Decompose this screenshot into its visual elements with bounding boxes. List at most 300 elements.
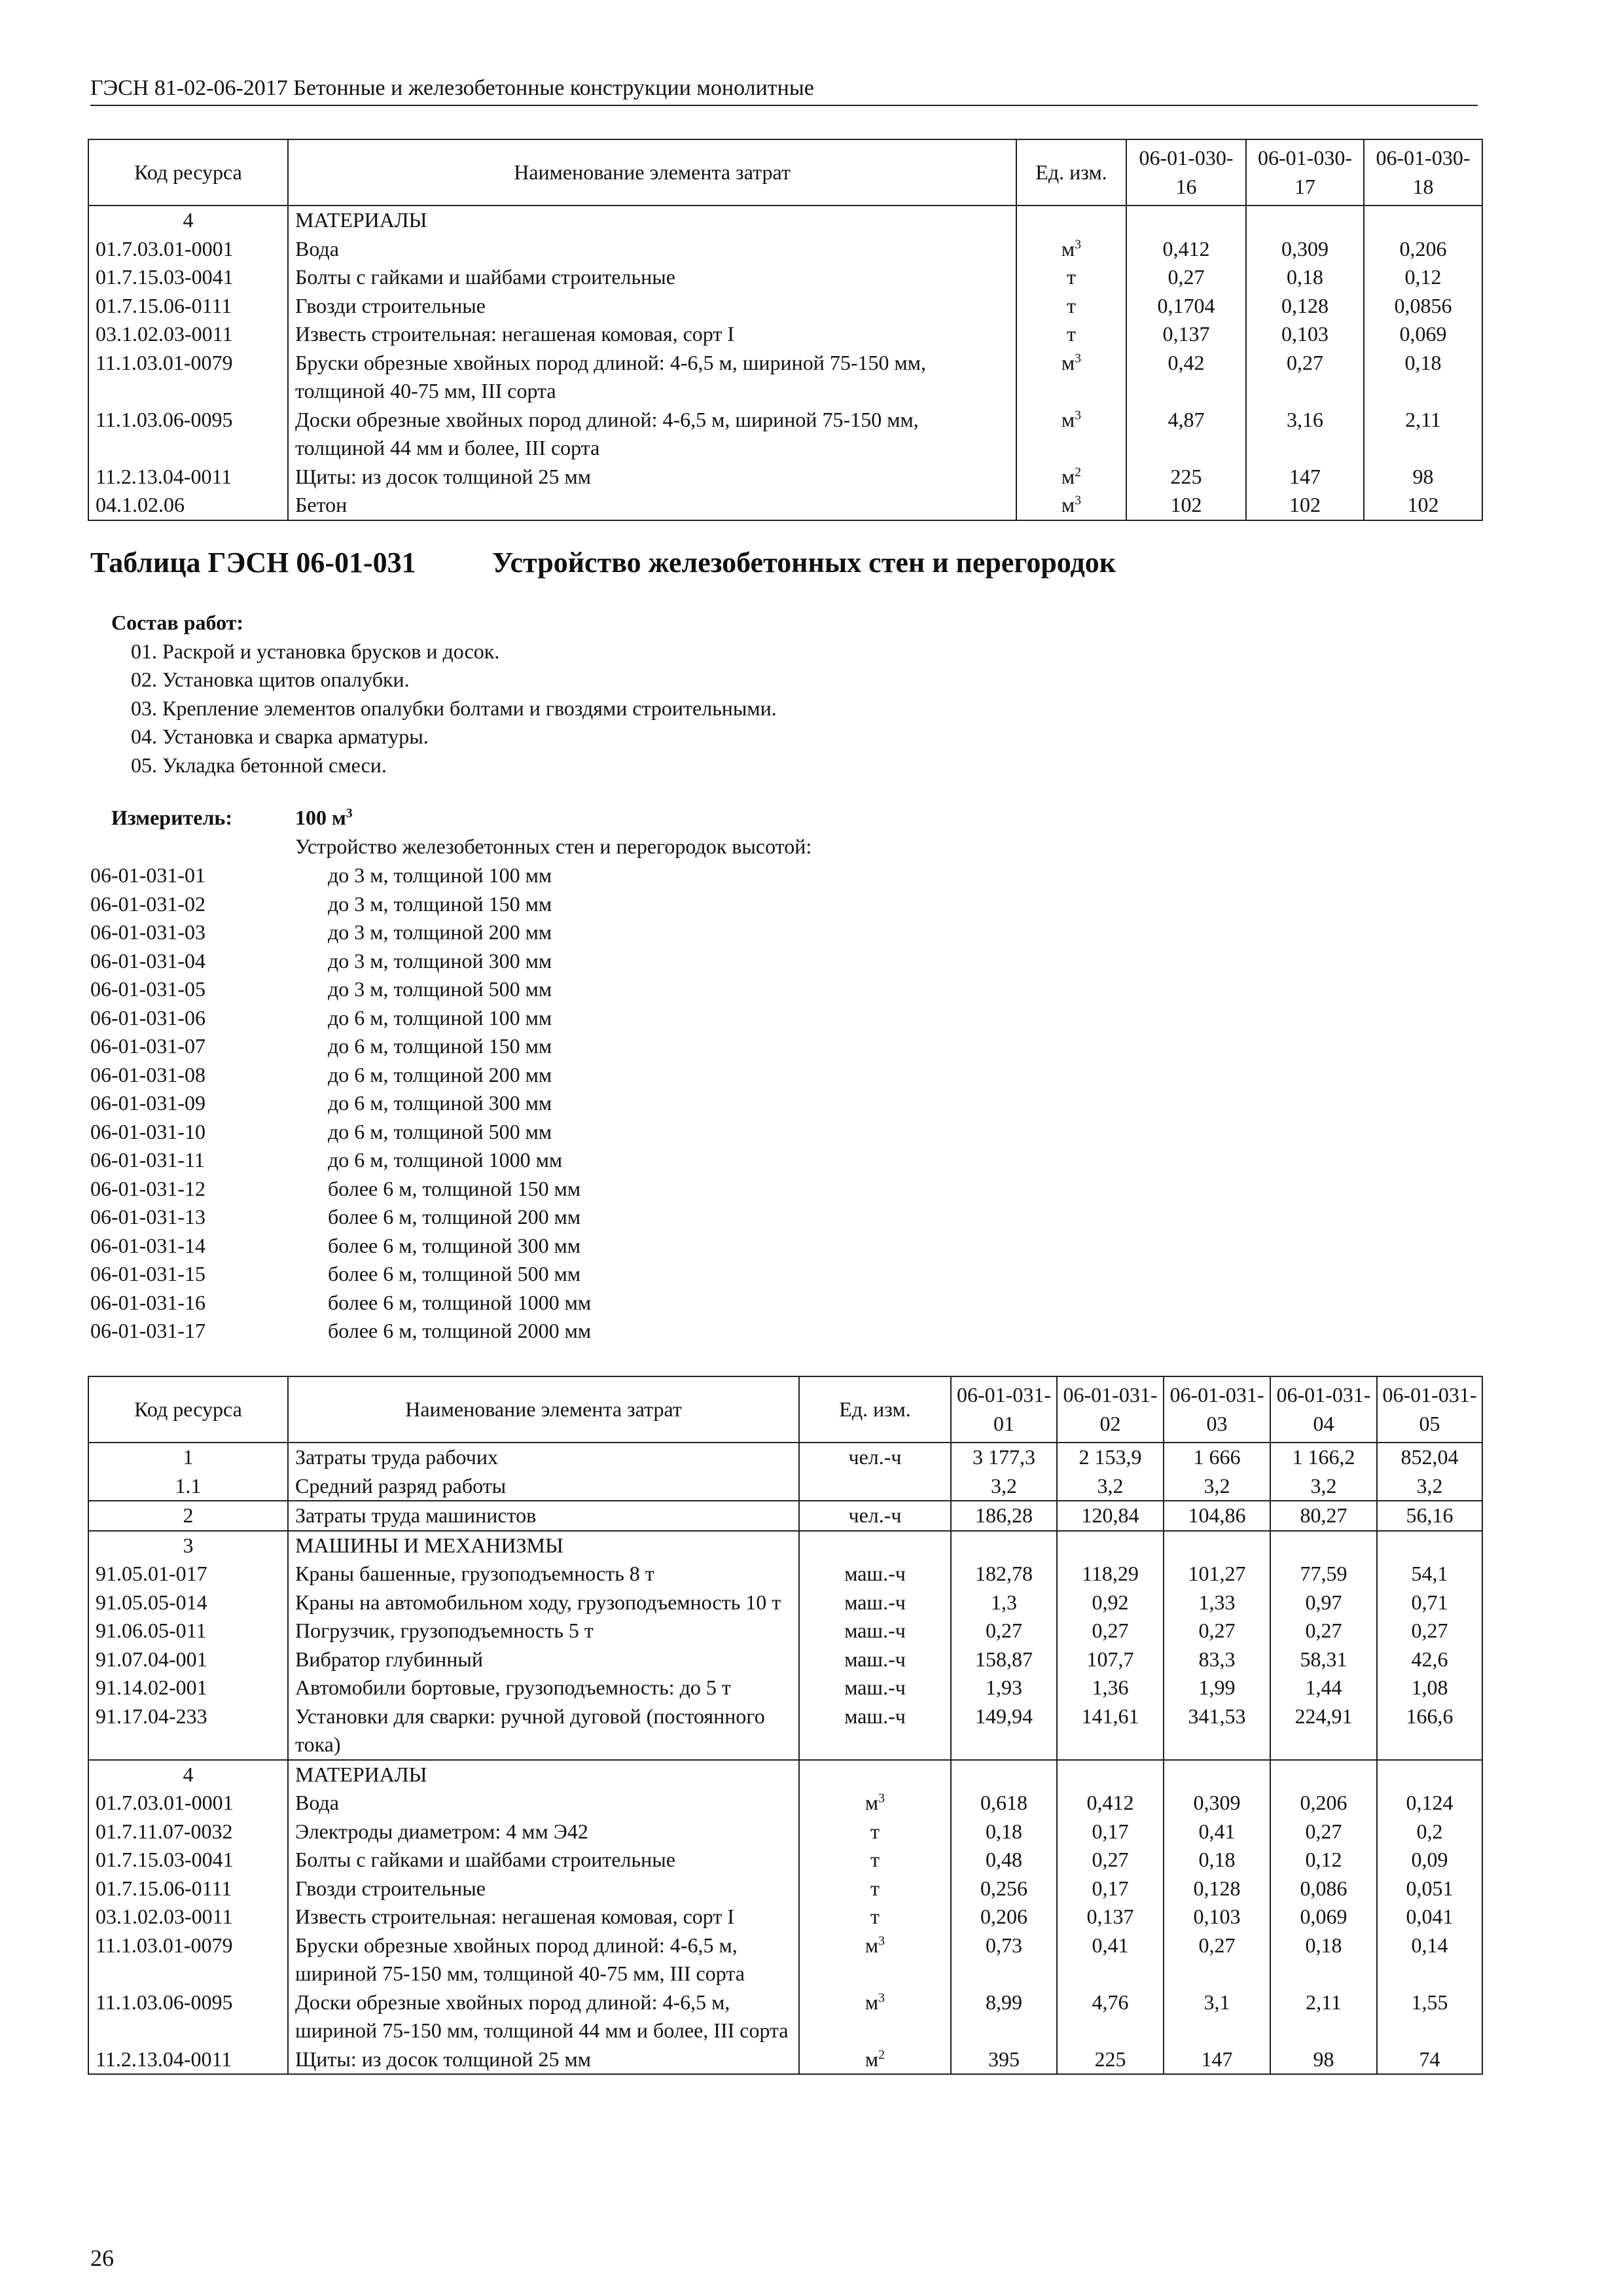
work-step: 03. Крепление элементов опалубки болтами и гвоздями строительными. xyxy=(131,696,777,720)
value-cell: 102 xyxy=(1364,491,1482,520)
unit-cell: маш.-ч xyxy=(799,1674,951,1702)
empty-cell xyxy=(1377,1531,1482,1560)
value-cell: 118,29 xyxy=(1057,1560,1164,1588)
work-heading: Состав работ: xyxy=(111,611,244,634)
table-row xyxy=(88,1818,1482,1846)
value-cell: 0,256 xyxy=(951,1874,1057,1903)
table-body xyxy=(88,206,1482,520)
resource-code-cell: 01.7.03.01-0001 xyxy=(88,235,288,264)
value-cell: 147 xyxy=(1246,463,1364,492)
table-row xyxy=(88,1846,1482,1874)
value-cell: 0,12 xyxy=(1270,1846,1377,1874)
value-cell: 0,27 xyxy=(1270,1617,1377,1645)
resource-code-cell: 11.1.03.01-0079 xyxy=(88,349,288,406)
value-cell: 74 xyxy=(1377,2045,1482,2075)
value-cell: 1,36 xyxy=(1057,1674,1164,1702)
resource-code-cell: 11.2.13.04-0011 xyxy=(88,463,288,492)
value-cell: 1,55 xyxy=(1377,1988,1482,2045)
table-row xyxy=(88,1874,1482,1903)
value-cell: 3 177,3 xyxy=(951,1443,1057,1472)
value-cell: 2 153,9 xyxy=(1057,1443,1164,1472)
value-cell: 120,84 xyxy=(1057,1501,1164,1531)
empty-cell xyxy=(1270,1531,1377,1560)
value-cell: 141,61 xyxy=(1057,1702,1164,1760)
value-cell: 0,27 xyxy=(1057,1617,1164,1645)
cost-item-name-cell: Вода xyxy=(288,1789,799,1818)
table-row xyxy=(88,349,1482,406)
value-cell: 1,3 xyxy=(951,1588,1057,1617)
cost-item-name-cell: Болты с гайками и шайбами строительные xyxy=(288,263,1016,292)
unit-cell: т xyxy=(799,1874,951,1903)
unit-cell xyxy=(799,1472,951,1501)
meter-item xyxy=(90,1260,1007,1289)
resource-code-cell: 91.05.01-017 xyxy=(88,1560,288,1588)
meter-item-code: 06-01-031-06 xyxy=(90,1005,205,1030)
unit-cell: $м^3$ xyxy=(1016,491,1126,520)
column-header: Код ресурса xyxy=(88,139,288,206)
meter-item xyxy=(90,1232,1007,1261)
meter-item xyxy=(90,947,1007,976)
column-header: 06-01-031-01 xyxy=(951,1376,1057,1443)
meter-item-code: 06-01-031-11 xyxy=(90,1148,205,1172)
meter-item-text: более 6 м, толщиной 500 мм xyxy=(328,1262,581,1285)
unit-cell: $м^3$ xyxy=(1016,406,1126,463)
meter-item xyxy=(90,861,1007,890)
meter-item-code: 06-01-031-08 xyxy=(90,1062,205,1086)
value-cell: 0,137 xyxy=(1126,320,1246,349)
table-row xyxy=(88,320,1482,349)
value-cell: 3,2 xyxy=(1377,1472,1482,1501)
cost-item-name-cell: Щиты: из досок толщиной 25 мм xyxy=(288,2045,799,2075)
value-cell: 158,87 xyxy=(951,1645,1057,1674)
table-row xyxy=(88,1560,1482,1588)
empty-cell xyxy=(1164,1531,1270,1560)
meter-item xyxy=(90,1146,1007,1175)
value-cell: 98 xyxy=(1364,463,1482,492)
unit-cell: чел.-ч xyxy=(799,1443,951,1472)
value-cell: 3,1 xyxy=(1164,1988,1270,2045)
resource-code-cell: 01.7.15.03-0041 xyxy=(88,1846,288,1874)
unit-cell: $м^3$ xyxy=(799,1931,951,1988)
value-cell: 107,7 xyxy=(1057,1645,1164,1674)
value-cell: 0,137 xyxy=(1057,1903,1164,1931)
value-cell: 0,18 xyxy=(1246,263,1364,292)
unit-cell: $м^3$ xyxy=(1016,235,1126,264)
table-header-row xyxy=(88,1376,1482,1443)
value-cell: 104,86 xyxy=(1164,1501,1270,1531)
unit-cell: т xyxy=(799,1846,951,1874)
value-cell: 0,71 xyxy=(1377,1588,1482,1617)
value-cell: 0,103 xyxy=(1164,1903,1270,1931)
table-row xyxy=(88,1501,1482,1531)
value-cell: 102 xyxy=(1246,491,1364,520)
meter-item-text: более 6 м, толщиной 1000 мм xyxy=(328,1290,592,1314)
value-cell: 0,086 xyxy=(1270,1874,1377,1903)
resource-code-cell: 91.17.04-233 xyxy=(88,1702,288,1760)
section-row xyxy=(88,1531,1482,1560)
cost-item-name-cell: Известь строительная: негашеная комовая, сорт I xyxy=(288,320,1016,349)
unit-cell: маш.-ч xyxy=(799,1702,951,1760)
unit-cell: т xyxy=(1016,292,1126,321)
meter-item-code: 06-01-031-14 xyxy=(90,1233,205,1257)
value-cell: 182,78 xyxy=(951,1560,1057,1588)
value-cell: 0,124 xyxy=(1377,1789,1482,1818)
meter-item-code: 06-01-031-16 xyxy=(90,1290,205,1314)
value-cell: 0,17 xyxy=(1057,1818,1164,1846)
value-cell: 0,27 xyxy=(951,1617,1057,1645)
table-row xyxy=(88,406,1482,463)
work-list xyxy=(92,637,777,780)
meter-item-text: до 3 м, толщиной 300 мм xyxy=(328,948,552,973)
resource-code-cell: 01.7.11.07-0032 xyxy=(88,1818,288,1846)
value-cell: 102 xyxy=(1126,491,1246,520)
resource-code-cell: 1 xyxy=(88,1443,288,1472)
cost-item-name-cell: Гвозди строительные xyxy=(288,1874,799,1903)
work-step: 04. Установка и сварка арматуры. xyxy=(131,725,429,749)
resource-code-cell: 01.7.15.03-0041 xyxy=(88,263,288,292)
empty-cell xyxy=(951,1531,1057,1560)
section-number-cell: 4 xyxy=(88,206,288,235)
value-cell: 0,97 xyxy=(1270,1588,1377,1617)
value-cell: 0,069 xyxy=(1270,1903,1377,1931)
meter-item-code: 06-01-031-12 xyxy=(90,1176,205,1200)
unit-cell: $м^3$ xyxy=(799,1988,951,2045)
unit-cell: маш.-ч xyxy=(799,1560,951,1588)
unit-cell: $м^3$ xyxy=(1016,349,1126,406)
resource-code-cell: 01.7.15.06-0111 xyxy=(88,1874,288,1903)
value-cell: 0,27 xyxy=(1057,1846,1164,1874)
resource-code-cell: 01.7.03.01-0001 xyxy=(88,1789,288,1818)
meter-item-code: 06-01-031-03 xyxy=(90,920,205,944)
meter-list xyxy=(90,861,1007,1346)
cost-item-name-cell: Доски обрезные хвойных пород длиной: 4-6,5 м, шириной 75-150 мм, толщиной 44 мм и более, III сорта xyxy=(288,1988,799,2045)
column-header: Код ресурса xyxy=(88,1376,288,1443)
value-cell: 0,18 xyxy=(1270,1931,1377,1988)
resource-code-cell: 91.07.04-001 xyxy=(88,1645,288,1674)
value-cell: 98 xyxy=(1270,2045,1377,2075)
section-row xyxy=(88,1760,1482,1789)
value-cell: 0,41 xyxy=(1164,1818,1270,1846)
value-cell: 0,128 xyxy=(1164,1874,1270,1903)
cost-item-name-cell: Автомобили бортовые, грузоподъемность: до 5 т xyxy=(288,1674,799,1702)
cost-item-name-cell: Вода xyxy=(288,235,1016,264)
table-row xyxy=(88,292,1482,321)
value-cell: 0,0856 xyxy=(1364,292,1482,321)
table-row xyxy=(88,1588,1482,1617)
column-header: Наименование элемента затрат xyxy=(288,1376,799,1443)
meter-item-text: до 6 м, толщиной 300 мм xyxy=(328,1091,552,1115)
resource-code-cell: 03.1.02.03-0011 xyxy=(88,320,288,349)
value-cell: 0,92 xyxy=(1057,1588,1164,1617)
resource-code-cell: 1.1 xyxy=(88,1472,288,1501)
resource-code-cell: 91.06.05-011 xyxy=(88,1617,288,1645)
value-cell: 3,2 xyxy=(1164,1472,1270,1501)
work-step: 05. Укладка бетонной смеси. xyxy=(131,753,387,777)
page-header: ГЭСН 81-02-06-2017 Бетонные и железобетонные конструкции монолитные xyxy=(90,73,1478,106)
meter-item-text: более 6 м, толщиной 2000 мм xyxy=(328,1319,592,1342)
unit-cell: т xyxy=(799,1903,951,1931)
section-title-cell: МАТЕРИАЛЫ xyxy=(288,1760,799,1789)
value-cell: 0,18 xyxy=(1364,349,1482,406)
cost-item-name-cell: Затраты труда рабочих xyxy=(288,1443,799,1472)
unit-cell: $м^3$ xyxy=(799,1789,951,1818)
value-cell: 225 xyxy=(1057,2045,1164,2075)
value-cell: 0,14 xyxy=(1377,1931,1482,1988)
column-header: Наименование элемента затрат xyxy=(288,139,1016,206)
cost-item-name-cell: Затраты труда машинистов xyxy=(288,1501,799,1531)
section-title xyxy=(90,543,416,583)
cost-item-name-cell: Известь строительная: негашеная комовая, сорт I xyxy=(288,1903,799,1931)
table-row xyxy=(88,1617,1482,1645)
meter-item-code: 06-01-031-01 xyxy=(90,863,205,887)
value-cell: 0,128 xyxy=(1246,292,1364,321)
table-row xyxy=(88,263,1482,292)
cost-item-name-cell: Бетон xyxy=(288,491,1016,520)
unit-cell: т xyxy=(799,1818,951,1846)
value-cell: 0,18 xyxy=(1164,1846,1270,1874)
table-row xyxy=(88,235,1482,264)
meter-item-text: более 6 м, толщиной 300 мм xyxy=(328,1233,581,1257)
meter-item xyxy=(90,1118,1007,1147)
value-cell: 4,76 xyxy=(1057,1988,1164,2045)
value-cell: 0,12 xyxy=(1364,263,1482,292)
meter-value: 100 $м^3$ xyxy=(295,806,353,829)
table-row xyxy=(88,1645,1482,1674)
table-code: Таблица ГЭСН 06-01-031 xyxy=(90,547,416,579)
value-cell: 8,99 xyxy=(951,1988,1057,2045)
cost-item-name-cell: Болты с гайками и шайбами строительные xyxy=(288,1846,799,1874)
meter-item xyxy=(90,1061,1007,1090)
cost-item-name-cell: Вибратор глубинный xyxy=(288,1645,799,1674)
resource-code-cell: 01.7.15.06-0111 xyxy=(88,292,288,321)
value-cell: 0,09 xyxy=(1377,1846,1482,1874)
resource-code-cell: 2 xyxy=(88,1501,288,1531)
value-cell: 1,99 xyxy=(1164,1674,1270,1702)
table-06-01-031-wrapper xyxy=(88,1376,1482,2075)
value-cell: 341,53 xyxy=(1164,1702,1270,1760)
section-number-cell: 3 xyxy=(88,1531,288,1560)
unit-cell: т xyxy=(1016,320,1126,349)
meter-item-code: 06-01-031-02 xyxy=(90,891,205,916)
value-cell: 225 xyxy=(1126,463,1246,492)
value-cell: 0,618 xyxy=(951,1789,1057,1818)
meter-item xyxy=(90,918,1007,947)
table-06-01-030 xyxy=(88,139,1483,521)
meter-item-code: 06-01-031-05 xyxy=(90,977,205,1001)
value-cell: 1,08 xyxy=(1377,1674,1482,1702)
meter-item-text: до 3 м, толщиной 500 мм xyxy=(328,977,552,1001)
value-cell: 1 666 xyxy=(1164,1443,1270,1472)
meter-item-text: более 6 м, толщиной 150 мм xyxy=(328,1176,581,1200)
value-cell: 0,41 xyxy=(1057,1931,1164,1988)
table-row xyxy=(88,1674,1482,1702)
value-cell: 0,206 xyxy=(951,1903,1057,1931)
value-cell: 0,041 xyxy=(1377,1903,1482,1931)
empty-cell xyxy=(1164,1760,1270,1789)
resource-code-cell: 91.14.02-001 xyxy=(88,1674,288,1702)
cost-item-name-cell: Электроды диаметром: 4 мм Э42 xyxy=(288,1818,799,1846)
meter-item-text: до 6 м, толщиной 1000 мм xyxy=(328,1148,563,1172)
work-composition xyxy=(111,609,777,780)
column-header: Ед. изм. xyxy=(1016,139,1126,206)
cost-item-name-cell: Щиты: из досок толщиной 25 мм xyxy=(288,463,1016,492)
unit-cell: т xyxy=(1016,263,1126,292)
value-cell: 54,1 xyxy=(1377,1560,1482,1588)
meter-item-text: до 3 м, толщиной 100 мм xyxy=(328,863,552,887)
meter-item-code: 06-01-031-10 xyxy=(90,1119,205,1143)
cost-item-name-cell: Погрузчик, грузоподъемность 5 т xyxy=(288,1617,799,1645)
empty-cell xyxy=(1270,1760,1377,1789)
meter-item-code: 06-01-031-09 xyxy=(90,1091,205,1115)
unit-cell: маш.-ч xyxy=(799,1645,951,1674)
table-row xyxy=(88,1931,1482,1988)
value-cell: 0,103 xyxy=(1246,320,1364,349)
value-cell: 4,87 xyxy=(1126,406,1246,463)
table-row xyxy=(88,491,1482,520)
column-header: 06-01-030-18 xyxy=(1364,139,1482,206)
value-cell: 3,16 xyxy=(1246,406,1364,463)
empty-cell xyxy=(1016,206,1126,235)
value-cell: 0,1704 xyxy=(1126,292,1246,321)
unit-cell: маш.-ч xyxy=(799,1617,951,1645)
meter-item-text: до 6 м, толщиной 200 мм xyxy=(328,1062,552,1086)
meter-item xyxy=(90,1203,1007,1232)
work-step: 01. Раскрой и установка брусков и досок. xyxy=(131,639,500,663)
table-row xyxy=(88,1443,1482,1472)
section-number-cell: 4 xyxy=(88,1760,288,1789)
table-06-01-030-wrapper xyxy=(88,139,1482,521)
meter-item xyxy=(90,1004,1007,1033)
unit-cell: $м^2$ xyxy=(799,2045,951,2075)
value-cell: 166,6 xyxy=(1377,1702,1482,1760)
value-cell: 0,27 xyxy=(1377,1617,1482,1645)
cost-item-name-cell: Краны башенные, грузоподъемность 8 т xyxy=(288,1560,799,1588)
value-cell: 0,309 xyxy=(1164,1789,1270,1818)
column-header: 06-01-031-02 xyxy=(1057,1376,1164,1443)
value-cell: 3,2 xyxy=(1057,1472,1164,1501)
meter-item-code: 06-01-031-15 xyxy=(90,1262,205,1285)
value-cell: 2,11 xyxy=(1270,1988,1377,2045)
unit-cell: чел.-ч xyxy=(799,1501,951,1531)
unit-cell: маш.-ч xyxy=(799,1588,951,1617)
resource-code-cell: 11.2.13.04-0011 xyxy=(88,2045,288,2075)
value-cell: 149,94 xyxy=(951,1702,1057,1760)
meter-label: Измеритель: xyxy=(111,806,232,829)
section-row xyxy=(88,206,1482,235)
column-header: 06-01-031-04 xyxy=(1270,1376,1377,1443)
table-row xyxy=(88,2045,1482,2075)
column-header: 06-01-031-03 xyxy=(1164,1376,1270,1443)
table-row xyxy=(88,1988,1482,2045)
value-cell: 3,2 xyxy=(1270,1472,1377,1501)
table-row xyxy=(88,1702,1482,1760)
meter-item xyxy=(90,1289,1007,1318)
value-cell: 0,069 xyxy=(1364,320,1482,349)
value-cell: 0,27 xyxy=(1164,1617,1270,1645)
table-row xyxy=(88,1472,1482,1501)
table-header-row xyxy=(88,139,1482,206)
value-cell: 1,44 xyxy=(1270,1674,1377,1702)
meter-item-code: 06-01-031-04 xyxy=(90,948,205,973)
empty-cell xyxy=(1377,1760,1482,1789)
cost-item-name-cell: Средний разряд работы xyxy=(288,1472,799,1501)
cost-item-name-cell: Установки для сварки: ручной дуговой (постоянного тока) xyxy=(288,1702,799,1760)
cost-item-name-cell: Бруски обрезные хвойных пород длиной: 4-6,5 м, шириной 75-150 мм, толщиной 40-75 мм, III сорта xyxy=(288,1931,799,1988)
meter-item xyxy=(90,975,1007,1004)
meter-item xyxy=(90,1175,1007,1204)
column-header: 06-01-030-17 xyxy=(1246,139,1364,206)
meter-item xyxy=(90,1032,1007,1061)
value-cell: 0,42 xyxy=(1126,349,1246,406)
value-cell: 58,31 xyxy=(1270,1645,1377,1674)
page-number: 26 xyxy=(90,2245,114,2271)
table-row xyxy=(88,1903,1482,1931)
value-cell: 0,27 xyxy=(1270,1818,1377,1846)
value-cell: 0,206 xyxy=(1270,1789,1377,1818)
empty-cell xyxy=(1246,206,1364,235)
value-cell: 0,17 xyxy=(1057,1874,1164,1903)
value-cell: 0,206 xyxy=(1364,235,1482,264)
meter-item xyxy=(90,1317,1007,1346)
resource-code-cell: 11.1.03.06-0095 xyxy=(88,406,288,463)
value-cell: 0,2 xyxy=(1377,1818,1482,1846)
empty-cell xyxy=(799,1760,951,1789)
cost-item-name-cell: Гвозди строительные xyxy=(288,292,1016,321)
empty-cell xyxy=(1364,206,1482,235)
meter-item-text: до 6 м, толщиной 100 мм xyxy=(328,1005,552,1030)
value-cell: 0,73 xyxy=(951,1931,1057,1988)
meter-item-text: до 6 м, толщиной 500 мм xyxy=(328,1119,552,1143)
meter-description: Устройство железобетонных стен и перегородок высотой: xyxy=(295,834,812,858)
value-cell: 42,6 xyxy=(1377,1645,1482,1674)
value-cell: 395 xyxy=(951,2045,1057,2075)
value-cell: 3,2 xyxy=(951,1472,1057,1501)
section-title-cell: МАШИНЫ И МЕХАНИЗМЫ xyxy=(288,1531,799,1560)
resource-code-cell: 04.1.02.06 xyxy=(88,491,288,520)
value-cell: 1 166,2 xyxy=(1270,1443,1377,1472)
empty-cell xyxy=(1126,206,1246,235)
meter-item xyxy=(90,890,1007,919)
meter-item-text: более 6 м, толщиной 200 мм xyxy=(328,1205,581,1229)
meter-block xyxy=(111,804,232,833)
table-row xyxy=(88,1789,1482,1818)
empty-cell xyxy=(951,1760,1057,1789)
meter-item-text: до 3 м, толщиной 150 мм xyxy=(328,891,552,916)
value-cell: 80,27 xyxy=(1270,1501,1377,1531)
value-cell: 101,27 xyxy=(1164,1560,1270,1588)
column-header: 06-01-030-16 xyxy=(1126,139,1246,206)
value-cell: 0,051 xyxy=(1377,1874,1482,1903)
table-name: Устройство железобетонных стен и перегородок xyxy=(492,547,1116,579)
resource-code-cell: 91.05.05-014 xyxy=(88,1588,288,1617)
table-row xyxy=(88,463,1482,492)
value-cell: 0,27 xyxy=(1164,1931,1270,1988)
empty-cell xyxy=(1057,1760,1164,1789)
column-header: Ед. изм. xyxy=(799,1376,951,1443)
cost-item-name-cell: Бруски обрезные хвойных пород длиной: 4-6,5 м, шириной 75-150 мм, толщиной 40-75 мм, III сорта xyxy=(288,349,1016,406)
resource-code-cell: 11.1.03.06-0095 xyxy=(88,1988,288,2045)
value-cell: 0,412 xyxy=(1126,235,1246,264)
value-cell: 852,04 xyxy=(1377,1443,1482,1472)
meter-item-code: 06-01-031-17 xyxy=(90,1319,205,1342)
value-cell: 186,28 xyxy=(951,1501,1057,1531)
section-title-cell: МАТЕРИАЛЫ xyxy=(288,206,1016,235)
meter-value-wrap xyxy=(295,804,812,861)
value-cell: 224,91 xyxy=(1270,1702,1377,1760)
cost-item-name-cell: Краны на автомобильном ходу, грузоподъемность 10 т xyxy=(288,1588,799,1617)
resource-code-cell: 11.1.03.01-0079 xyxy=(88,1931,288,1988)
value-cell: 0,27 xyxy=(1126,263,1246,292)
